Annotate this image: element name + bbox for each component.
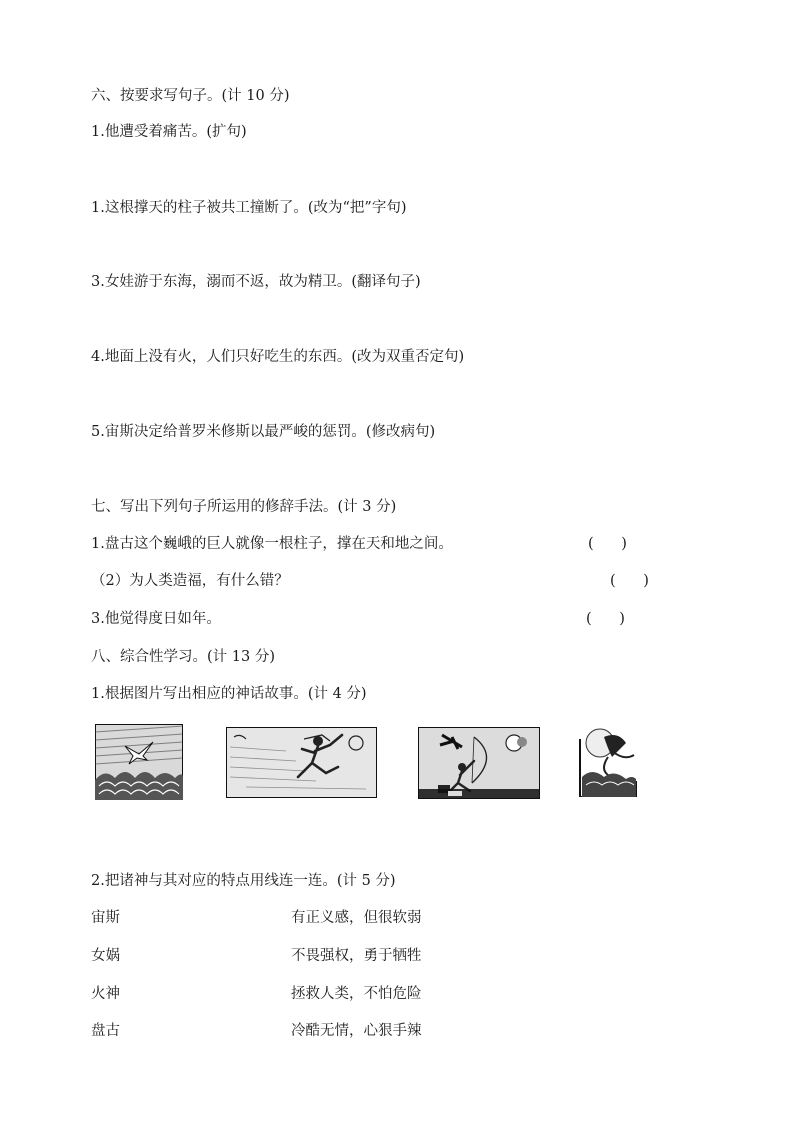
section6-item-3: 3.女娃游于东海，溺而不返，故为精卫。(翻译句子): [91, 274, 421, 290]
god-name-fire-god[interactable]: 火神: [91, 986, 120, 1002]
archer-illustration: [418, 727, 540, 799]
section7-title: 七、写出下列句子所运用的修辞手法。(计 3 分): [91, 499, 397, 515]
answer-blank-1[interactable]: ( ): [588, 536, 627, 552]
section6-item-4: 4.地面上没有火，人们只好吃生的东西。(改为双重否定句): [91, 349, 465, 365]
section6-item-5: 5.宙斯决定给普罗米修斯以最严峻的惩罚。(修改病句): [91, 424, 436, 440]
trait-1[interactable]: 有正义感，但很软弱: [291, 910, 422, 926]
god-name-nuwa[interactable]: 女娲: [91, 948, 120, 964]
myth-picture-2: [226, 727, 377, 798]
section6-item-2: 1.这根撑天的柱子被共工撞断了。(改为“把”字句): [91, 200, 407, 216]
myth-picture-4: [578, 721, 642, 797]
section7-item-1: 1.盘古这个巍峨的巨人就像一根柱子，撑在天和地之间。: [91, 536, 453, 552]
god-name-pangu[interactable]: 盘古: [91, 1023, 120, 1039]
section8-question-2: 2.把诸神与其对应的特点用线连一连。(计 5 分): [91, 873, 396, 889]
section6-item-1: 1.他遭受着痛苦。(扩句): [91, 124, 247, 140]
answer-blank-2[interactable]: ( ): [610, 573, 649, 589]
section8-question-1: 1.根据图片写出相应的神话故事。(计 4 分): [91, 686, 367, 702]
myth-picture-3: [418, 727, 540, 799]
myth-picture-1: [95, 724, 183, 800]
section7-item-3: 3.他觉得度日如年。: [91, 611, 221, 627]
answer-blank-3[interactable]: ( ): [586, 611, 625, 627]
section8-title: 八、综合性学习。(计 13 分): [91, 649, 275, 665]
trait-3[interactable]: 拯救人类，不怕危险: [291, 986, 422, 1002]
section6-title: 六、按要求写句子。(计 10 分): [91, 88, 290, 104]
bird-over-sea-illustration: [95, 724, 183, 800]
flying-goddess-illustration: [578, 721, 642, 797]
trait-2[interactable]: 不畏强权，勇于牺牲: [291, 948, 422, 964]
section7-item-2: （2）为人类造福，有什么错？: [91, 573, 289, 589]
running-giant-illustration: [226, 727, 377, 798]
god-name-zeus[interactable]: 宙斯: [91, 910, 120, 926]
trait-4[interactable]: 冷酷无情，心狠手辣: [291, 1023, 422, 1039]
